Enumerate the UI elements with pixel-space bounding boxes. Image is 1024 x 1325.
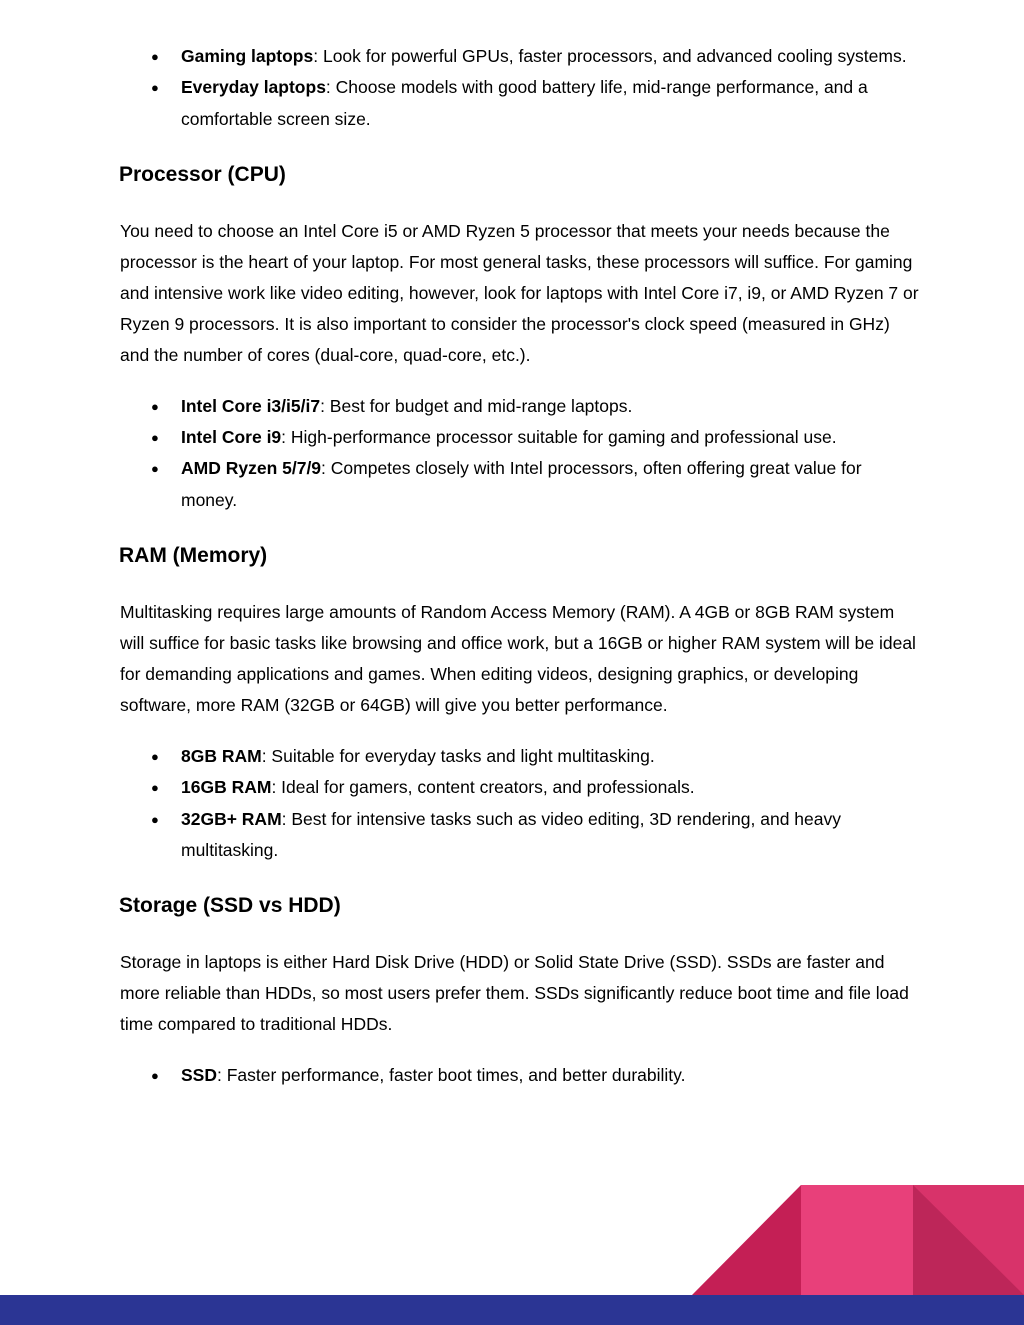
list-item-text: : Suitable for everyday tasks and light multitasking.: [261, 746, 655, 767]
cpu-paragraph: You need to choose an Intel Core i5 or AMD Ryzen 5 processor that meets your needs because the processor is the heart of your laptop. For most general tasks, these processors will suffice. For gaming and intensive work like video editing, however, look for laptops with Intel Core i7, i9, or AMD Ryzen 7 or Ryzen 9 processors. It is also important to consider the processor's clock speed (measured in GHz) and the number of cores (dual-core, quad-core, etc.).: [120, 220, 919, 365]
list-item-text: : Choose models with good battery life, mid-range performance, and a comfortable screen size.: [181, 77, 868, 129]
section-heading-cpu: Processor (CPU): [119, 162, 286, 186]
list-item-text: : Best for budget and mid-range laptops.: [320, 395, 633, 416]
storage-paragraph: Storage in laptops is either Hard Disk Drive (HDD) or Solid State Drive (SSD). SSDs are faster and more reliable than HDDs, so most users prefer them. SSDs significantly reduce boot time and file load time compared to traditional HDDs.: [120, 952, 909, 1035]
list-item-text: : High-performance processor suitable for gaming and professional use.: [281, 427, 837, 448]
list-item-term: SSD: [181, 1065, 217, 1086]
footer-bar: [0, 1295, 1024, 1325]
section-heading-ram: RAM (Memory): [119, 544, 268, 568]
list-item-term: 8GB RAM: [181, 746, 262, 767]
list-item-text: : Best for intensive tasks such as video editing, 3D rendering, and heavy multitasking.: [181, 808, 841, 860]
list-item-text: : Competes closely with Intel processors, often offering great value for money.: [181, 458, 862, 510]
list-item-term: Everyday laptops: [181, 77, 326, 98]
dark-pink-triangle: [692, 1185, 801, 1295]
ram-paragraph: Multitasking requires large amounts of Random Access Memory (RAM). A 4GB or 8GB RAM system will suffice for basic tasks like browsing and office work, but a 16GB or higher RAM system will be ideal for demanding applications and games. When editing videos, designing graphics, or developing software, more RAM (32GB or 64GB) will give you better performance.: [120, 602, 916, 716]
list-item-term: 16GB RAM: [181, 777, 272, 798]
list-item-text: : Ideal for gamers, content creators, and professionals.: [271, 777, 695, 798]
list-item-term: Intel Core i9: [181, 427, 282, 448]
list-item-term: Gaming laptops: [181, 46, 314, 66]
pink-square: [801, 1185, 913, 1295]
list-item-text: : Faster performance, faster boot times, and better durability.: [216, 1065, 686, 1086]
list-item-term: 32GB+ RAM: [181, 808, 282, 829]
list-item-text: : Look for powerful GPUs, faster processors, and advanced cooling systems.: [313, 46, 907, 66]
list-item-term: AMD Ryzen 5/7/9: [181, 458, 322, 479]
list-item-term: Intel Core i3/i5/i7: [181, 395, 321, 416]
section-heading-storage: Storage (SSD vs HDD): [119, 894, 341, 918]
